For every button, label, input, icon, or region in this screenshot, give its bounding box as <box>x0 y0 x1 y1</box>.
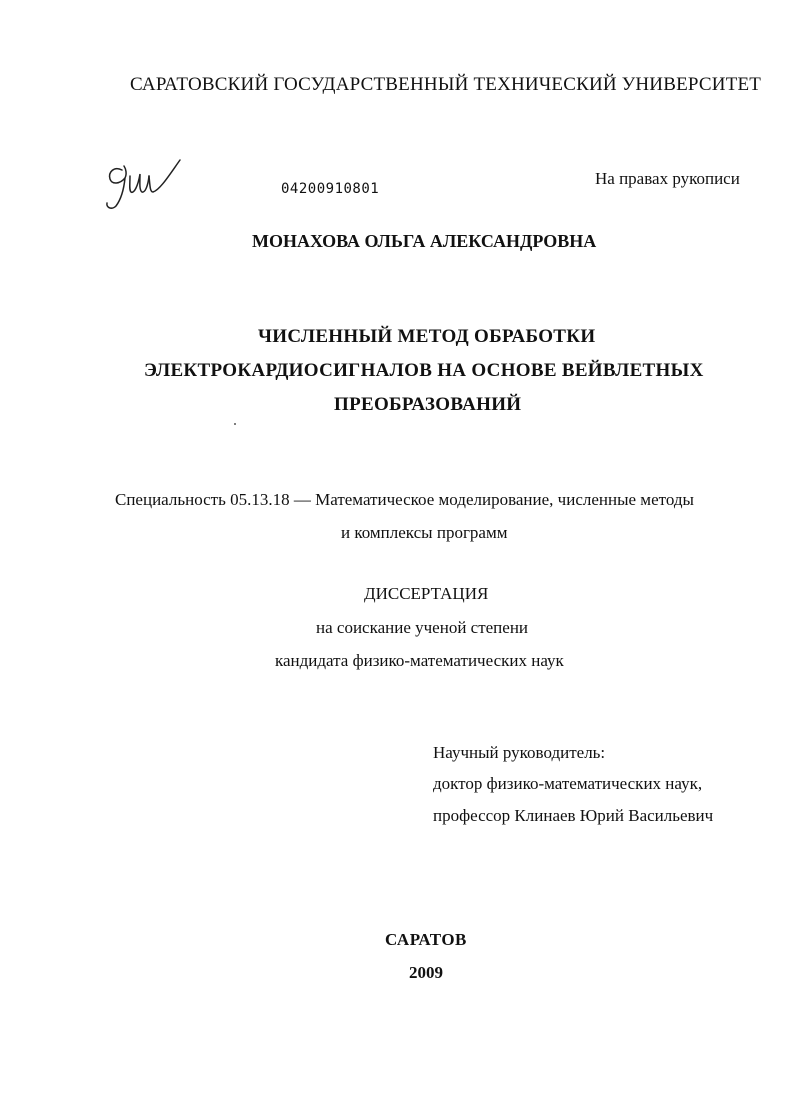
supervisor-label: Научный руководитель: <box>433 743 606 762</box>
supervisor-name: профессор Клинаев Юрий Васильевич <box>433 806 714 825</box>
degree-line-2: кандидата физико-математических наук <box>275 651 564 670</box>
document-number: 04200910801 <box>281 181 380 197</box>
author-name: МОНАХОВА ОЛЬГА АЛЕКСАНДРОВНА <box>252 231 597 251</box>
specialty-line-1: Специальность 05.13.18 — Математическое моделирование, численные методы <box>115 490 694 509</box>
title-line-2: ЭЛЕКТРОКАРДИОСИГНАЛОВ НА ОСНОВЕ ВЕЙВЛЕТНЫХ <box>144 360 704 381</box>
title-line-1: ЧИСЛЕННЫЙ МЕТОД ОБРАБОТКИ <box>258 326 596 347</box>
university-name: САРАТОВСКИЙ ГОСУДАРСТВЕННЫЙ ТЕХНИЧЕСКИЙ УНИВЕРСИТЕТ <box>130 74 762 95</box>
handwritten-signature <box>100 152 190 214</box>
title-line-3: ПРЕОБРАЗОВАНИЙ <box>334 394 522 415</box>
rights-note: На правах рукописи <box>595 169 740 188</box>
dissertation-label: ДИССЕРТАЦИЯ <box>364 584 489 603</box>
city: САРАТОВ <box>385 930 467 949</box>
degree-line-1: на соискание ученой степени <box>316 618 529 637</box>
supervisor-degree: доктор физико-математических наук, <box>433 774 703 793</box>
scan-speck <box>234 423 236 425</box>
year: 2009 <box>409 963 443 982</box>
specialty-line-2: и комплексы программ <box>341 523 508 542</box>
